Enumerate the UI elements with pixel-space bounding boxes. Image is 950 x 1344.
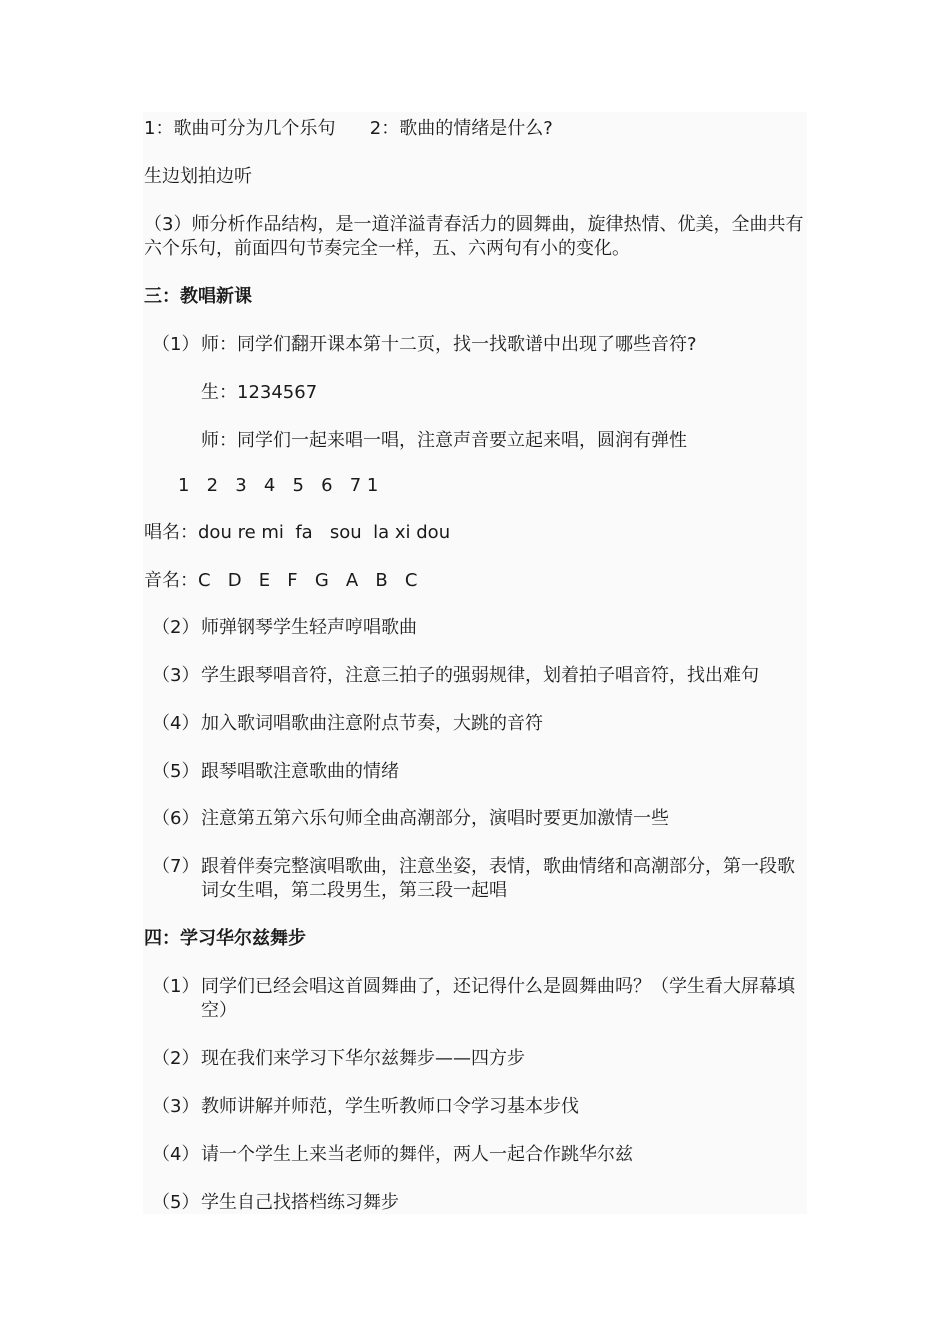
note-numbers-line: 1 2 3 4 5 6 7 1 bbox=[178, 475, 379, 496]
item-number: （2） bbox=[152, 617, 200, 638]
item-number: （5） bbox=[152, 761, 200, 782]
item-number: （4） bbox=[152, 1144, 200, 1165]
item-number: （6） bbox=[152, 808, 200, 829]
item-text: 教师讲解并师范，学生听教师口令学习基本步伐 bbox=[201, 1096, 579, 1117]
item-text: 师弹钢琴学生轻声哼唱歌曲 bbox=[201, 617, 417, 638]
item-text: 注意第五第六乐句师全曲高潮部分，演唱时要更加激情一些 bbox=[201, 808, 669, 829]
item-number: （2） bbox=[152, 1048, 200, 1069]
item-text: 师：同学们翻开课本第十二页，找一找歌谱中出现了哪些音符? bbox=[201, 334, 697, 355]
item-text: 现在我们来学习下华尔兹舞步——四方步 bbox=[201, 1048, 525, 1069]
item-number: （7） bbox=[152, 856, 200, 877]
item-number: （3） bbox=[152, 1096, 200, 1117]
item-number: （1） bbox=[152, 334, 200, 355]
item-text: 学生自己找搭档练习舞步 bbox=[201, 1192, 399, 1213]
item-number: （5） bbox=[152, 1192, 200, 1213]
questions-line: 1：歌曲可分为几个乐句 2：歌曲的情绪是什么? bbox=[144, 118, 553, 139]
note-names-line: 音名：C D E F G A B C bbox=[144, 570, 418, 591]
item-number: （4） bbox=[152, 713, 200, 734]
item-number: （1） bbox=[152, 976, 200, 997]
item-text: 跟琴唱歌注意歌曲的情绪 bbox=[201, 761, 399, 782]
student-listen-line: 生边划拍边听 bbox=[144, 166, 252, 187]
item-number: （3） bbox=[152, 665, 200, 686]
student-answer-line: 生：1234567 bbox=[201, 382, 318, 403]
solfege-line: 唱名：dou re mi fa sou la xi dou bbox=[144, 522, 451, 543]
item-text: 加入歌词唱歌曲注意附点节奏，大跳的音符 bbox=[201, 713, 543, 734]
item-text: 请一个学生上来当老师的舞伴，两人一起合作跳华尔兹 bbox=[201, 1144, 633, 1165]
teacher-instruction-line: 师：同学们一起来唱一唱，注意声音要立起来唱，圆润有弹性 bbox=[201, 430, 687, 451]
section-3-heading: 三：教唱新课 bbox=[144, 286, 252, 307]
item-text: 学生跟琴唱音符，注意三拍子的强弱规律，划着拍子唱音符，找出难句 bbox=[201, 665, 759, 686]
item-text: 同学们已经会唱这首圆舞曲了，还记得什么是圆舞曲吗？（学生看大屏幕填空） bbox=[201, 976, 795, 1021]
section-4-heading: 四：学习华尔兹舞步 bbox=[144, 928, 306, 949]
item-text: 跟着伴奏完整演唱歌曲，注意坐姿，表情，歌曲情绪和高潮部分，第一段歌词女生唱，第二段男生，第三段一起唱 bbox=[201, 856, 795, 901]
analysis-paragraph: （3）师分析作品结构，是一道洋溢青春活力的圆舞曲，旋律热情、优美，全曲共有六个乐句，前面四句节奏完全一样，五、六两句有小的变化。 bbox=[144, 214, 804, 259]
